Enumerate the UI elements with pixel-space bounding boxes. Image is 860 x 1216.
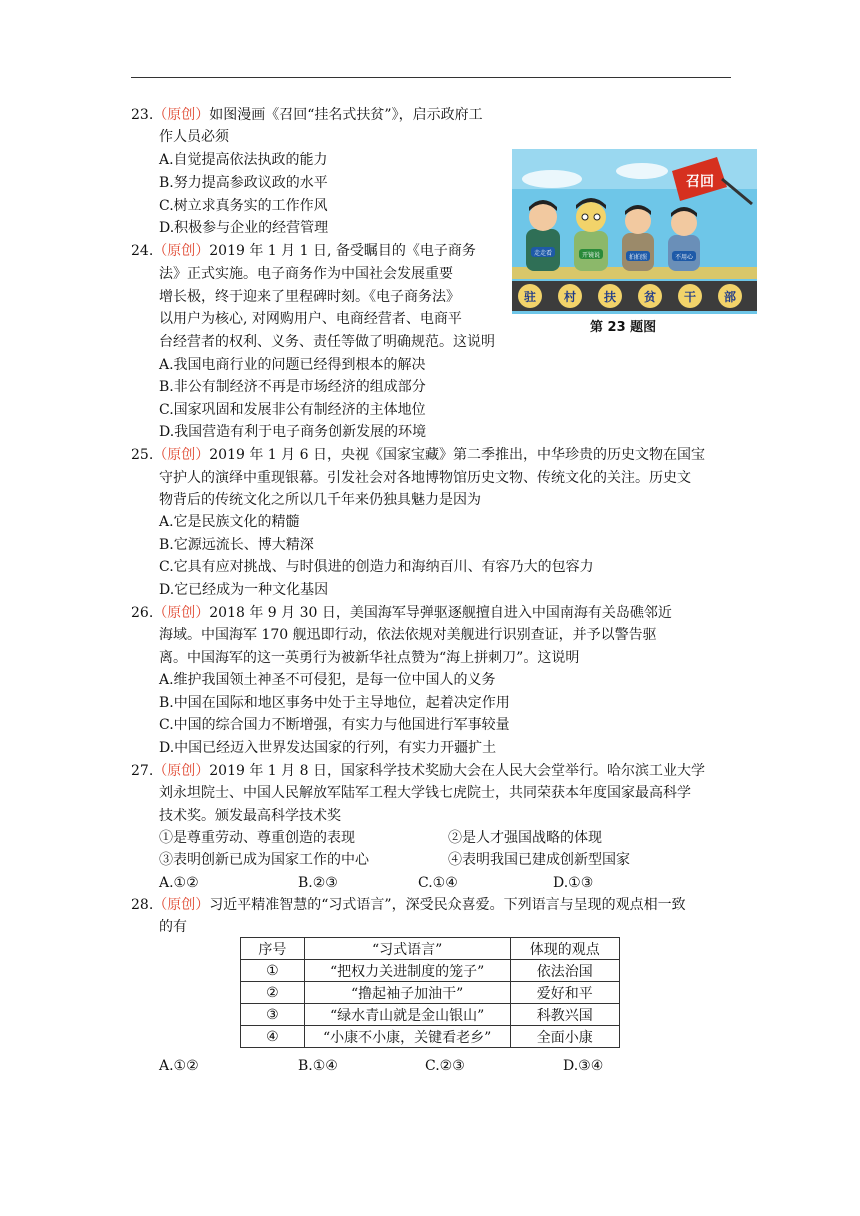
- q28-stem: [131, 894, 686, 916]
- q24-stem-line2: 法》正式实施。电子商务作为中国社会发展重要: [159, 266, 453, 282]
- table-row: [241, 982, 620, 1004]
- q23-option-a[interactable]: A.自觉提高依法执政的能力: [159, 152, 328, 168]
- q27-stem: [131, 760, 705, 782]
- q28-option-a[interactable]: A.①②: [159, 1058, 199, 1074]
- q24-stem-line4: 以用户为核心, 对网购用户、电商经营者、电商平: [159, 311, 462, 327]
- q27-option-c[interactable]: C.①④: [418, 875, 458, 891]
- q27-option-d[interactable]: D.①③: [553, 875, 594, 891]
- q24-option-d[interactable]: D.我国营造有利于电子商务创新发展的环境: [159, 424, 427, 440]
- q27-option-a[interactable]: A.①②: [159, 875, 199, 891]
- q27-statement-1: ①是尊重劳动、尊重创造的表现: [159, 830, 355, 846]
- q26-option-d[interactable]: D.中国已经迈入世界发达国家的行列，有实力开疆扩土: [159, 740, 497, 756]
- q26-number: 26.: [131, 605, 154, 621]
- q24-stem: [131, 240, 476, 262]
- q23-option-d[interactable]: D.积极参与企业的经营管理: [159, 220, 329, 236]
- q25-option-b[interactable]: B.它源远流长、博大精深: [159, 537, 314, 553]
- table-cell: ④: [241, 1026, 305, 1048]
- table-cell: 科教兴国: [510, 1004, 620, 1026]
- belt-char-1: 驻: [523, 290, 537, 304]
- q26-option-a[interactable]: A.维护我国领土神圣不可侵犯，是每一位中国人的义务: [159, 672, 496, 688]
- badge-1: 走走看: [533, 250, 553, 257]
- q23-option-b[interactable]: B.努力提高参政议政的水平: [159, 175, 328, 191]
- q25-original-tag: （原创）: [153, 447, 210, 463]
- belt-char-5: 干: [683, 290, 697, 304]
- q23-original-tag: （原创）: [153, 107, 210, 123]
- table-header-cell: 体现的观点: [510, 938, 620, 960]
- q25-stem-line1: 2019 年 1 月 6 日，央视《国家宝藏》第二季推出，中华珍贵的历史文物在国宝: [209, 447, 705, 463]
- q27-option-b[interactable]: B.②③: [298, 875, 338, 891]
- figure-person-2: [574, 198, 608, 271]
- table-header-row: [241, 938, 620, 960]
- flag-text: 召回: [686, 174, 714, 190]
- q27-stem-line3: 技术奖。颁发最高科学技术奖: [159, 808, 341, 824]
- q28-option-d[interactable]: D.③④: [563, 1058, 604, 1074]
- table-cell: ③: [241, 1004, 305, 1026]
- table-cell: “小康不小康，关键看老乡”: [304, 1026, 510, 1048]
- q23-figure-caption: 第 23 题图: [590, 320, 657, 335]
- table-header-cell: “习式语言”: [304, 938, 510, 960]
- q26-original-tag: （原创）: [153, 605, 210, 621]
- badge-4: 不用心: [674, 254, 694, 261]
- figure-person-1: [526, 200, 560, 271]
- q25-stem: [131, 444, 705, 466]
- q24-original-tag: （原创）: [153, 243, 210, 259]
- q27-statement-2: ②是人才强国战略的体现: [448, 830, 602, 846]
- q24-option-a[interactable]: A.我国电商行业的问题已经得到根本的解决: [159, 357, 426, 373]
- belt-char-4: 贫: [643, 290, 657, 304]
- q26-stem: [131, 602, 672, 624]
- q27-number: 27.: [131, 763, 154, 779]
- table-row: [241, 1004, 620, 1026]
- q28-number: 28.: [131, 897, 154, 913]
- q26-option-c[interactable]: C.中国的综合国力不断增强，有实力与他国进行军事较量: [159, 717, 510, 733]
- q23-number: 23.: [131, 107, 154, 123]
- q27-original-tag: （原创）: [153, 763, 210, 779]
- q28-stem-line1: 习近平精准智慧的“习式语言”，深受民众喜爱。下列语言与呈现的观点相一致: [209, 897, 686, 913]
- q25-option-a[interactable]: A.它是民族文化的精髓: [159, 514, 300, 530]
- q26-stem-line3: 离。中国海军的这一英勇行为被新华社点赞为“海上拼刺刀”。这说明: [159, 650, 580, 666]
- comic-illustration: [512, 149, 757, 314]
- q24-number: 24.: [131, 243, 154, 259]
- table-cell: ②: [241, 982, 305, 1004]
- q27-statement-3: ③表明创新已成为国家工作的中心: [159, 852, 369, 868]
- table-cell: 全面小康: [510, 1026, 620, 1048]
- table-cell: “撸起袖子加油干”: [304, 982, 510, 1004]
- q24-stem-line5: 台经营者的权利、义务、责任等做了明确规范。这说明: [159, 334, 495, 350]
- q25-stem-line3: 物背后的传统文化之所以几千年来仍独具魅力是因为: [159, 492, 481, 508]
- q25-stem-line2: 守护人的演绎中重现银幕。引发社会对各地博物馆历史文物、传统文化的关注。历史文: [159, 470, 691, 486]
- table-header-cell: 序号: [241, 938, 305, 960]
- table-cell: “绿水青山就是金山银山”: [304, 1004, 510, 1026]
- table-row: [241, 960, 620, 982]
- q23-option-c[interactable]: C.树立求真务实的工作作风: [159, 198, 328, 214]
- q28-option-b[interactable]: B.①④: [298, 1058, 338, 1074]
- belt-char-3: 扶: [603, 290, 617, 304]
- q26-stem-line1: 2018 年 9 月 30 日，美国海军导弹驱逐舰擅自进入中国南海有关岛礁邻近: [209, 605, 672, 621]
- table-row: [241, 1026, 620, 1048]
- table-cell: 依法治国: [510, 960, 620, 982]
- q23-stem-line1: 如图漫画《召回“挂名式扶贫”》，启示政府工: [209, 107, 483, 123]
- q26-stem-line2: 海域。中国海军 170 舰迅即行动，依法依规对美舰进行识别查证，并予以警告驱: [159, 627, 657, 643]
- q28-option-c[interactable]: C.②③: [425, 1058, 465, 1074]
- q25-number: 25.: [131, 447, 154, 463]
- q28-table: [240, 937, 620, 1048]
- figure-person-4: [668, 207, 700, 271]
- header-rule: [131, 77, 731, 78]
- q23-comic-figure: [512, 149, 757, 314]
- table-cell: 爱好和平: [510, 982, 620, 1004]
- q28-original-tag: （原创）: [153, 897, 210, 913]
- figure-person-3: [622, 205, 654, 271]
- q24-option-b[interactable]: B.非公有制经济不再是市场经济的组成部分: [159, 379, 426, 395]
- q27-statement-4: ④表明我国已建成创新型国家: [448, 852, 630, 868]
- q24-option-c[interactable]: C.国家巩固和发展非公有制经济的主体地位: [159, 402, 426, 418]
- q25-option-d[interactable]: D.它已经成为一种文化基因: [159, 582, 329, 598]
- q23-stem-line2: 作人员必须: [159, 129, 229, 145]
- q27-stem-line2: 刘永坦院士、中国人民解放军陆军工程大学钱七虎院士，共同荣获本年度国家最高科学: [159, 785, 691, 801]
- table-cell: ①: [241, 960, 305, 982]
- q25-option-c[interactable]: C.它具有应对挑战、与时俱进的创造力和海纳百川、有容乃大的包容力: [159, 559, 594, 575]
- q24-stem-line3: 增长极，终于迎来了里程碑时刻。《电子商务法》: [159, 289, 460, 305]
- badge-3: 拍拍照: [628, 254, 648, 261]
- belt-char-2: 村: [563, 290, 577, 304]
- q23-stem: [131, 104, 483, 126]
- q26-option-b[interactable]: B.中国在国际和地区事务中处于主导地位，起着决定作用: [159, 695, 510, 711]
- q27-stem-line1: 2019 年 1 月 8 日，国家科学技术奖励大会在人民大会堂举行。哈尔滨工业大学: [209, 763, 705, 779]
- badge-2: 开镜说: [581, 252, 601, 259]
- q28-stem-line2: 的有: [159, 919, 187, 935]
- belt-char-6: 部: [723, 290, 737, 304]
- table-cell: “把权力关进制度的笼子”: [304, 960, 510, 982]
- q24-stem-line1: 2019 年 1 月 1 日, 备受瞩目的《电子商务: [209, 243, 476, 259]
